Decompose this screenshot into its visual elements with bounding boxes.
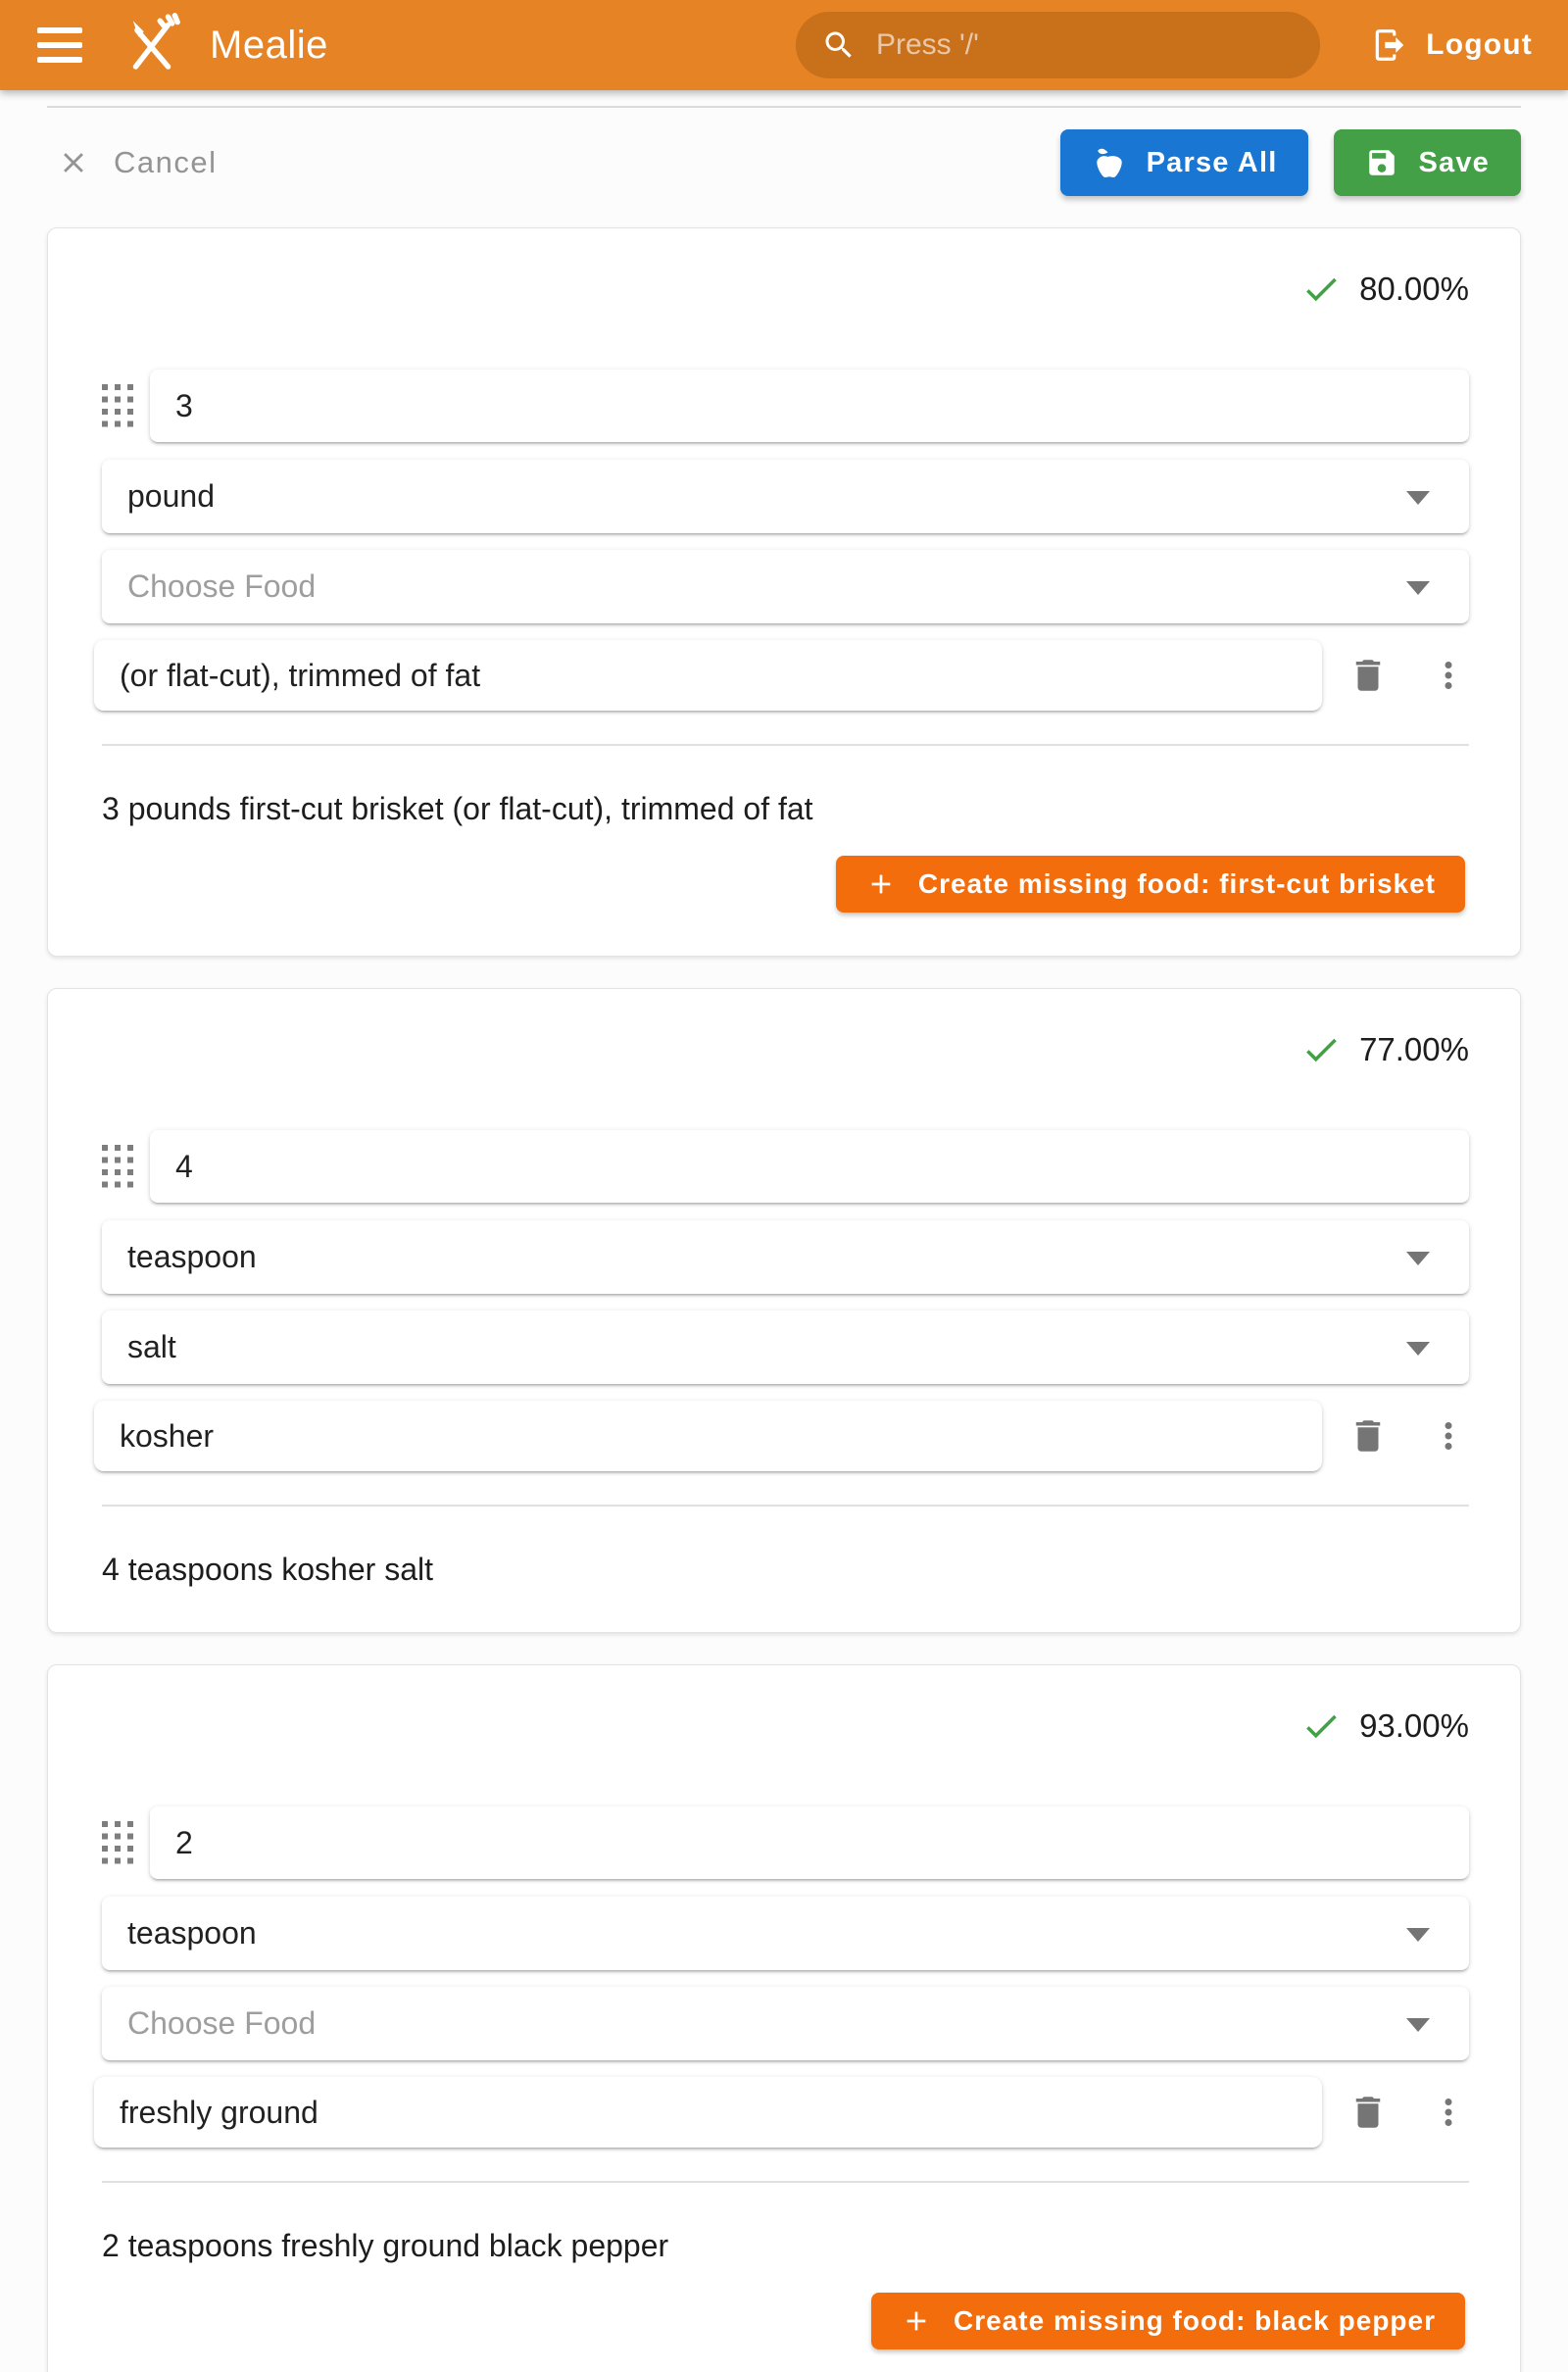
check-icon xyxy=(1300,1029,1342,1070)
note-row xyxy=(94,1401,1469,1471)
chevron-down-icon xyxy=(1406,1342,1430,1356)
note-input[interactable] xyxy=(94,640,1322,711)
create-missing-food-label: Create missing food: first-cut brisket xyxy=(917,868,1436,899)
ingredient-card xyxy=(47,227,1521,957)
delete-ingredient-button[interactable] xyxy=(1348,655,1389,696)
unit-select[interactable] xyxy=(102,1897,1469,1970)
create-missing-food-button[interactable] xyxy=(836,856,1465,913)
cancel-label: Cancel xyxy=(114,145,218,179)
parser-toolbar xyxy=(47,108,1521,222)
cancel-button[interactable] xyxy=(57,145,218,180)
note-row xyxy=(94,640,1469,711)
drag-handle-icon[interactable] xyxy=(102,1145,150,1188)
plus-icon xyxy=(901,2305,932,2337)
chevron-down-icon xyxy=(1406,581,1430,595)
unit-select-value: teaspoon xyxy=(127,1239,257,1274)
food-select[interactable] xyxy=(102,1987,1469,2060)
close-icon xyxy=(57,146,90,179)
parse-all-label: Parse All xyxy=(1146,146,1278,178)
more-options-button[interactable] xyxy=(1428,1415,1469,1457)
trash-icon xyxy=(1348,2092,1389,2133)
quantity-row xyxy=(102,1130,1469,1203)
quantity-row xyxy=(102,1806,1469,1879)
note-input[interactable] xyxy=(94,2077,1322,2148)
confidence-value: 77.00% xyxy=(1359,1031,1469,1067)
trash-icon xyxy=(1348,1415,1389,1457)
save-button[interactable] xyxy=(1334,129,1521,196)
unit-select-value: teaspoon xyxy=(127,1915,257,1951)
food-select-placeholder: Choose Food xyxy=(127,2005,317,2041)
ingredient-parser-page xyxy=(0,106,1568,2372)
logout-icon xyxy=(1371,26,1408,64)
confidence-row xyxy=(102,268,1469,311)
app-header xyxy=(0,0,1568,90)
check-icon xyxy=(1300,269,1342,310)
drag-handle-icon[interactable] xyxy=(102,1821,150,1864)
food-select-placeholder: Choose Food xyxy=(127,568,317,604)
logout-button[interactable] xyxy=(1371,26,1539,64)
note-row xyxy=(94,2077,1469,2148)
kebab-icon xyxy=(1428,1415,1469,1457)
confidence-value: 80.00% xyxy=(1359,271,1469,307)
delete-ingredient-button[interactable] xyxy=(1348,1415,1389,1457)
save-icon xyxy=(1365,146,1398,179)
confidence-row xyxy=(102,1705,1469,1748)
original-ingredient-text: 4 teaspoons kosher salt xyxy=(102,1552,433,1587)
chevron-down-icon xyxy=(1406,491,1430,505)
kebab-icon xyxy=(1428,655,1469,696)
quantity-input[interactable] xyxy=(150,370,1469,442)
apple-icon xyxy=(1092,145,1127,180)
chevron-down-icon xyxy=(1406,1252,1430,1265)
quantity-input[interactable] xyxy=(150,1806,1469,1879)
ingredient-card-list xyxy=(47,227,1521,2372)
plus-icon xyxy=(865,868,897,900)
food-select-value: salt xyxy=(127,1329,176,1364)
divider xyxy=(102,1505,1469,1507)
delete-ingredient-button[interactable] xyxy=(1348,2092,1389,2133)
confidence-row xyxy=(102,1028,1469,1071)
mealie-logo-icon xyxy=(120,13,184,77)
logout-label: Logout xyxy=(1426,28,1533,61)
trash-icon xyxy=(1348,655,1389,696)
menu-icon[interactable] xyxy=(37,27,82,63)
check-icon xyxy=(1300,1705,1342,1747)
create-missing-food-button[interactable] xyxy=(871,2293,1465,2349)
chevron-down-icon xyxy=(1406,2018,1430,2032)
unit-select[interactable] xyxy=(102,1220,1469,1294)
divider xyxy=(102,744,1469,746)
unit-select-value: pound xyxy=(127,478,215,514)
drag-handle-icon[interactable] xyxy=(102,384,150,427)
original-ingredient-text: 3 pounds first-cut brisket (or flat-cut), trimmed of fat xyxy=(102,791,813,826)
food-select[interactable] xyxy=(102,1310,1469,1384)
quantity-input[interactable] xyxy=(150,1130,1469,1203)
save-label: Save xyxy=(1418,146,1490,178)
confidence-value: 93.00% xyxy=(1359,1707,1469,1744)
create-missing-food-label: Create missing food: black pepper xyxy=(954,2305,1436,2336)
more-options-button[interactable] xyxy=(1428,2092,1469,2133)
more-options-button[interactable] xyxy=(1428,655,1469,696)
kebab-icon xyxy=(1428,2092,1469,2133)
ingredient-card xyxy=(47,1664,1521,2372)
original-ingredient-text: 2 teaspoons freshly ground black pepper xyxy=(102,2228,669,2263)
chevron-down-icon xyxy=(1406,1928,1430,1942)
quantity-row xyxy=(102,370,1469,442)
note-input[interactable] xyxy=(94,1401,1322,1471)
search-input[interactable] xyxy=(796,12,1320,78)
ingredient-card xyxy=(47,988,1521,1633)
food-select[interactable] xyxy=(102,550,1469,623)
parse-all-button[interactable] xyxy=(1060,129,1309,196)
search-placeholder: Press '/' xyxy=(876,28,979,61)
app-title: Mealie xyxy=(210,23,328,67)
unit-select[interactable] xyxy=(102,460,1469,533)
divider xyxy=(102,2181,1469,2183)
search-icon xyxy=(821,27,857,63)
